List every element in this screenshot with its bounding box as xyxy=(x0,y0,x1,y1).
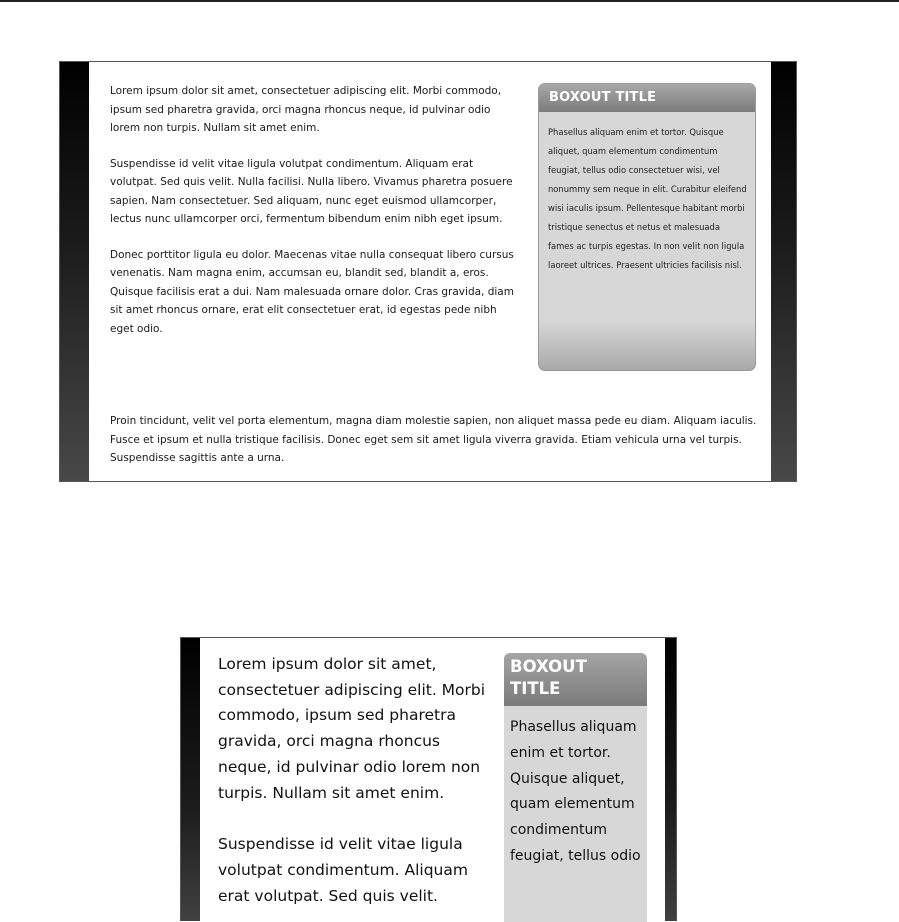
paragraph-4: Proin tincidunt, velit vel porta elementum, magna diam molestie sapien, non aliquet massa pede eu diam. Aliquam iaculis. Fusce et ipsum et nulla tristique facilisis. Donec eget sem sit amet ligula viverra gravida. Etiam vehicula urna vel turpis. Suspendisse sagittis ante a urna. xyxy=(110,415,757,464)
narrow-layout-example xyxy=(180,637,677,921)
boxout-title: BOXOUT TITLE xyxy=(539,84,755,112)
main-column xyxy=(218,652,490,922)
main-column xyxy=(110,82,522,355)
paragraph-1: Lorem ipsum dolor sit amet, consectetuer adipiscing elit. Morbi commodo, ipsum sed pharetra gravida, orci magna rhoncus neque, id pulvinar odio lorem non turpis. Nullam sit amet enim. xyxy=(110,85,502,134)
wide-page xyxy=(89,62,771,481)
boxout-body: Phasellus aliquam enim et tortor. Quisque aliquet, quam elementum condimentum feugiat, tellus odio consectetuer wisi, vel nonummy sem neque in elit. Curabitur eleifend wisi iaculis ipsum. Pellentesque habitant morbi tristique senectus et netus et malesuada fames ac turpis egestas. In non velit non ligula laoreet ultrices. Praesent ultricies facilisis nisl. xyxy=(548,127,747,270)
paragraph-2: Suspendisse id velit vitae ligula volutpat condimentum. Aliquam erat volutpat. Sed quis velit. xyxy=(218,835,468,905)
paragraph-1: Lorem ipsum dolor sit amet, consectetuer adipiscing elit. Morbi commodo, ipsum sed pharetra gravida, orci magna rhoncus neque, id pulvinar odio lorem non turpis. Nullam sit amet enim. xyxy=(218,655,486,802)
paragraph-2: Suspendisse id velit vitae ligula volutpat condimentum. Aliquam erat volutpat. Sed quis velit. Nulla facilisi. Nulla libero. Vivamus pharetra posuere sapien. Nam consectetuer. Sed aliquam, nunc eget euismod ullamcorper, lectus nunc ullamcorper orci, fermentum bibendum enim nibh eget ipsum. xyxy=(110,157,513,225)
boxout xyxy=(504,653,647,922)
boxout xyxy=(538,83,756,371)
narrow-page xyxy=(200,638,665,922)
wide-layout-example xyxy=(59,61,797,482)
paragraph-3: Donec porttitor ligula eu dolor. Maecenas vitae nulla consequat libero cursus venenatis. Nam magna enim, accumsan eu, blandit sed, blandit a, eros. Quisque facilisis erat a dui. Nam malesuada ornare dolor. Cras gravida, diam sit amet rhoncus ornare, erat elit consectetuer erat, id egestas pede nibh eget odio. xyxy=(110,248,514,335)
boxout-body: Phasellus aliquam enim et tortor. Quisque aliquet, quam elementum condimentum feugiat, tellus odio xyxy=(510,719,641,864)
boxout-title: BOXOUT TITLE xyxy=(504,653,647,706)
top-rule xyxy=(0,0,899,2)
